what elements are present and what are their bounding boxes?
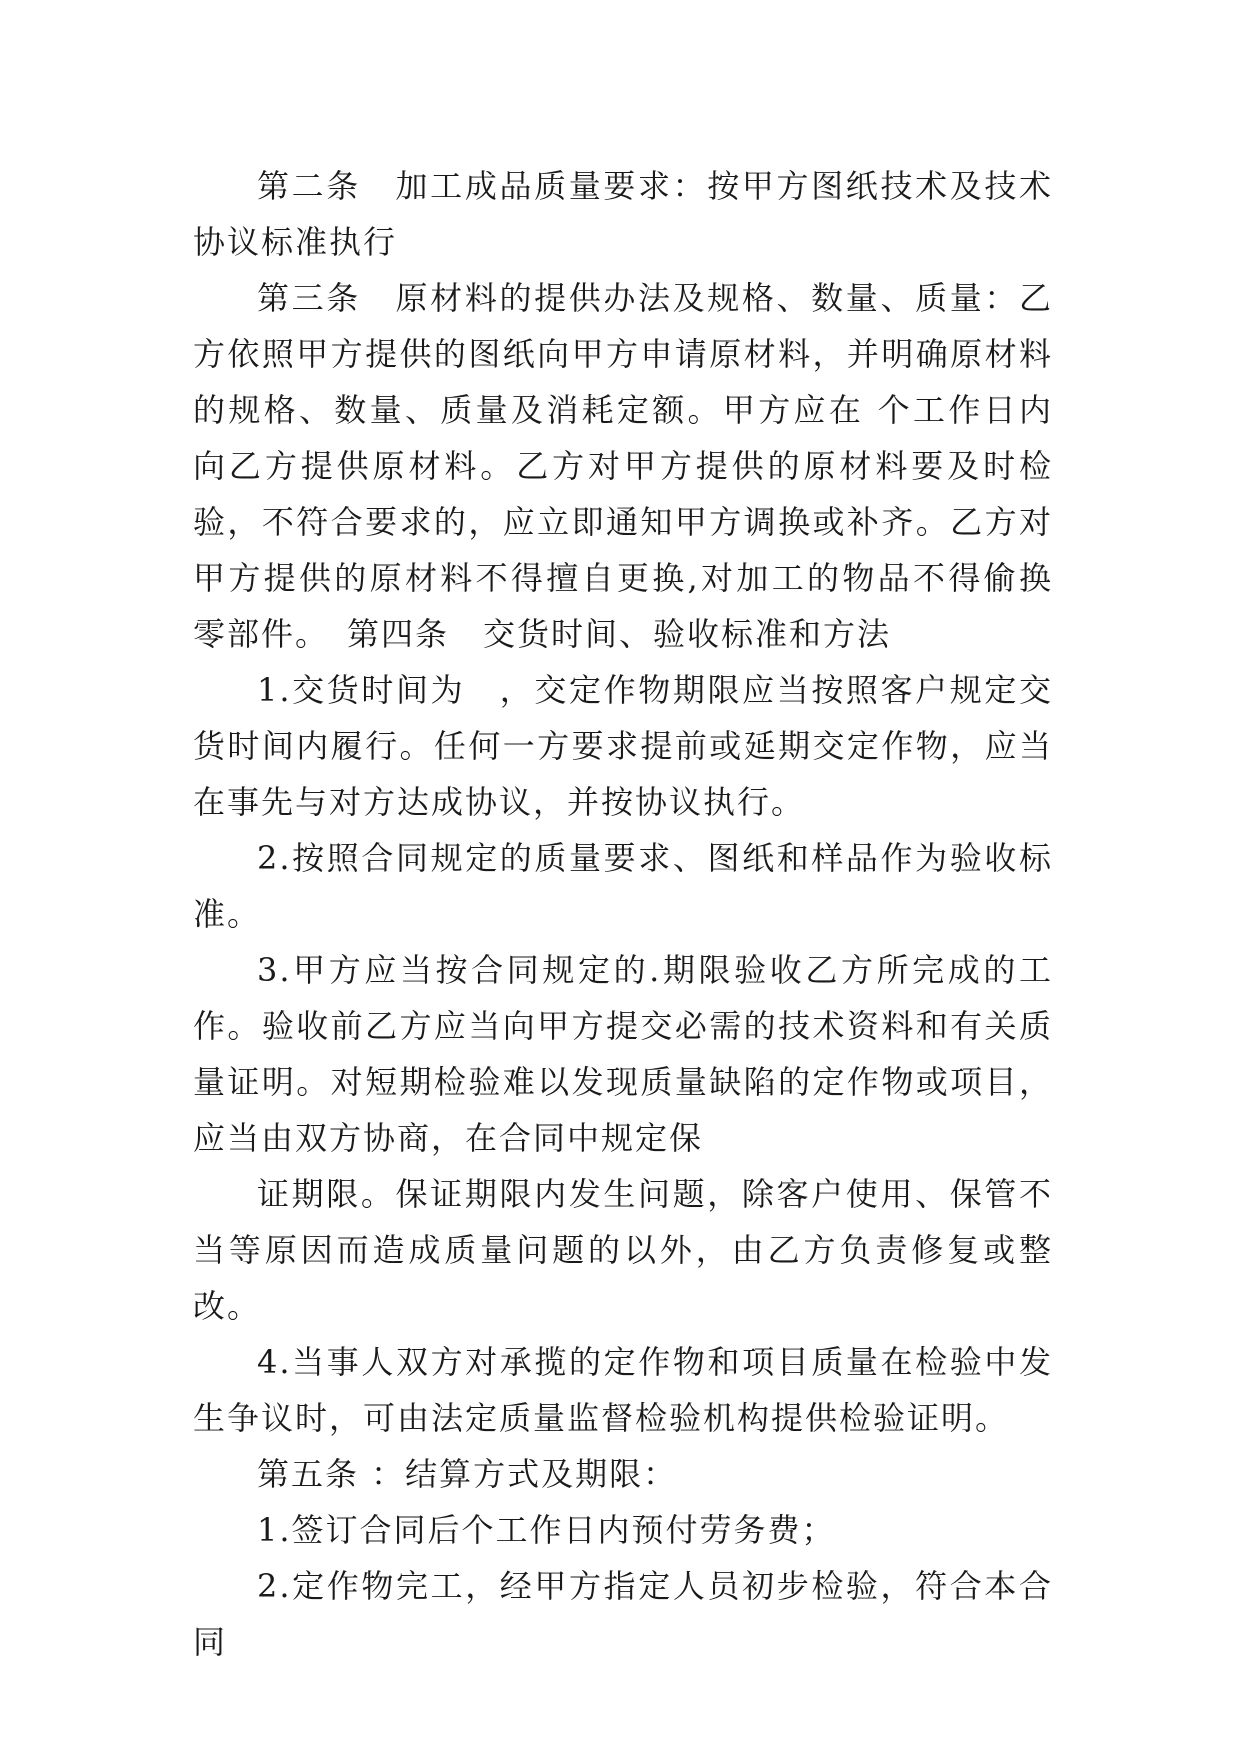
paragraph-prepayment: 1.签订合同后个工作日内预付劳务费； [257,1511,836,1549]
paragraph-warranty-period: 证期限。保证期限内发生问题，除客户使用、保管不当等原因而造成质量问题的以外，由乙方负责修复或整改。 [193,1175,1053,1325]
paragraph-article-5: 第五条 ：结算方式及期限： [257,1455,678,1493]
paragraph-article-3: 第三条 原材料的提供办法及规格、数量、质量：乙方依照甲方提供的图纸向甲方申请原材料，并明确原材料的规格、数量、质量及消耗定额。甲方应在 个工作日内向乙方提供原材料。乙方对甲方提供的原材料要及时检验，不符合要求的，应立即通知甲方调换或补齐。乙方对甲方提供的原材料不得擅自更换,对加工的物品不得偷换零部件。 第四条 交货时间、验收标准和方法 [193,279,1053,653]
paragraph-acceptance-standard: 2.按照合同规定的质量要求、图纸和样品作为验收标准。 [193,839,1053,933]
paragraph-quality-dispute: 4.当事人双方对承揽的定作物和项目质量在检验中发生争议时，可由法定质量监督检验机构提供检验证明。 [193,1343,1053,1437]
paragraph-article-2: 第二条 加工成品质量要求：按甲方图纸技术及技术协议标准执行 [193,167,1053,261]
paragraph-completion: 2.定作物完工，经甲方指定人员初步检验，符合本合同 [193,1567,1053,1661]
paragraph-delivery-time: 1.交货时间为 ，交定作物期限应当按照客户规定交货时间内履行。任何一方要求提前或延期交定作物，应当在事先与对方达成协议，并按协议执行。 [193,671,1053,821]
paragraph-acceptance-deadline: 3.甲方应当按合同规定的.期限验收乙方所完成的工作。验收前乙方应当向甲方提交必需的技术资料和有关质量证明。对短期检验难以发现质量缺陷的定作物或项目，应当由双方协商，在合同中规定保 [193,951,1053,1157]
document-body [193,158,1053,1670]
